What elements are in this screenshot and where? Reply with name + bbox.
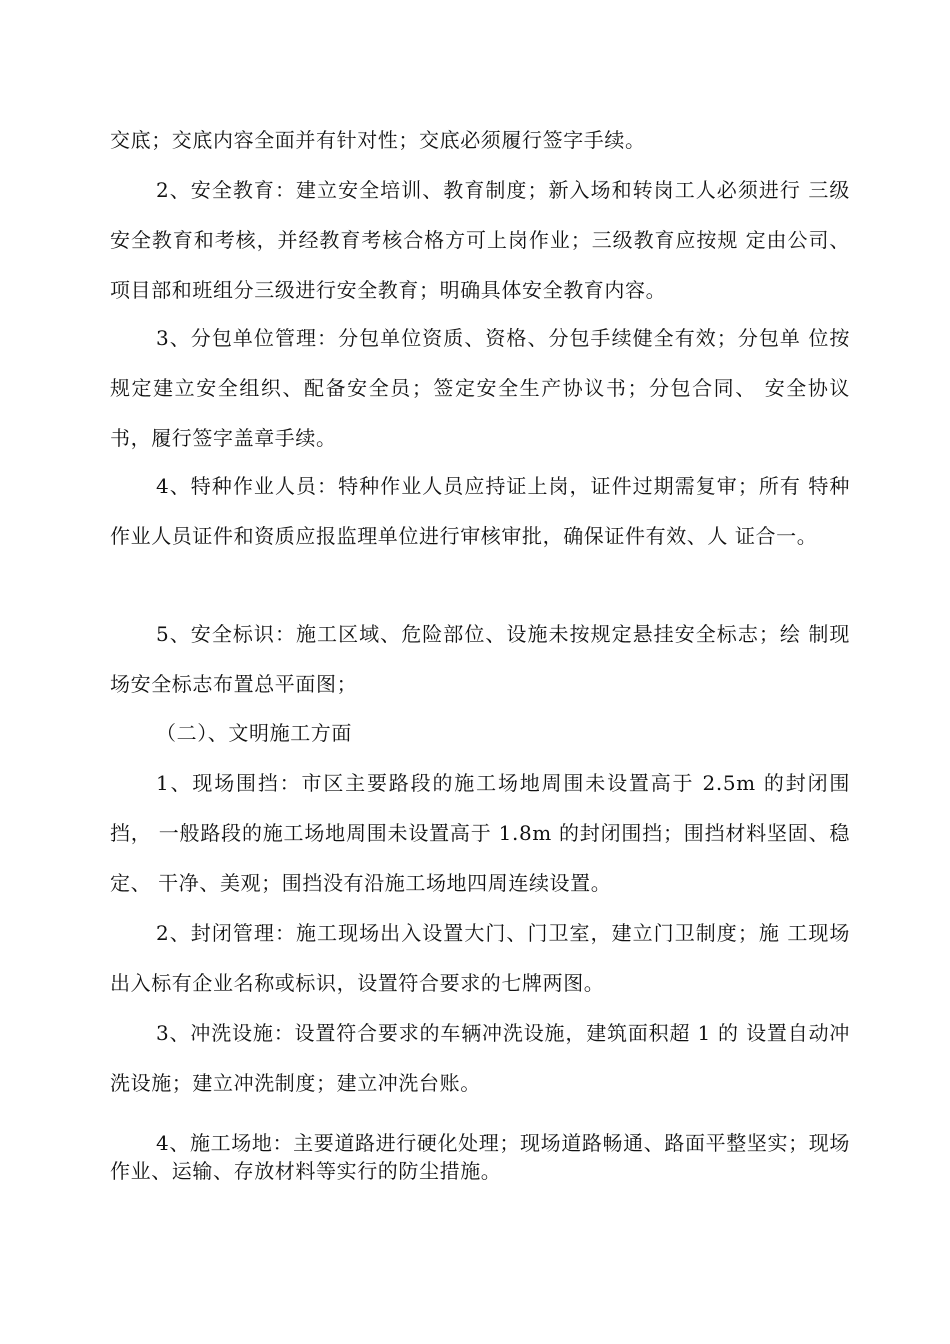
paragraph-closed-management: 2、封闭管理：施工现场出入设置大门、门卫室，建立门卫制度；施 工现场出入标有企业名称或标识，设置符合要求的七牌两图。 [110, 921, 850, 995]
paragraph-washing-facilities: 3、冲洗设施：设置符合要求的车辆冲洗设施，建筑面积超 1 的 设置自动冲洗设施；建立冲洗制度；建立冲洗台账。 [110, 1021, 850, 1095]
section-heading-civilized-construction: （二）、文明施工方面 [156, 721, 352, 745]
paragraph-intro-continued: 交底；交底内容全面并有针对性；交底必须履行签字手续。 [110, 128, 646, 152]
paragraph-subcontractor-management: 3、分包单位管理：分包单位资质、资格、分包手续健全有效；分包单 位按规定建立安全组织、配备安全员；签定安全生产协议书；分包合同、 安全协议书，履行签字盖章手续。 [110, 326, 850, 450]
paragraph-safety-education: 2、安全教育：建立安全培训、教育制度；新入场和转岗工人必须进行 三级安全教育和考核，并经教育考核合格方可上岗作业；三级教育应按规 定由公司、项目部和班组分三级进行安全教育；明确具体安全教育内容。 [110, 178, 850, 302]
paragraph-construction-site: 4、施工场地：主要道路进行硬化处理；现场道路畅通、路面平整坚实；现场作业、运输、存放材料等实行的防尘措施。 [110, 1131, 850, 1183]
paragraph-special-operators: 4、特种作业人员：特种作业人员应持证上岗，证件过期需复审；所有 特种作业人员证件和资质应报监理单位进行审核审批，确保证件有效、人 证合一。 [110, 474, 850, 548]
paragraph-safety-signs: 5、安全标识：施工区域、危险部位、设施未按规定悬挂安全标志；绘 制现场安全标志布置总平面图； [110, 622, 850, 696]
paragraph-site-enclosure: 1、现场围挡：市区主要路段的施工场地周围未设置高于 2.5m 的封闭围挡， 一般路段的施工场地周围未设置高于 1.8m 的封闭围挡；围挡材料坚固、稳定、 干净、美观；围挡没有沿施工场地四周连续设置。 [110, 771, 850, 895]
